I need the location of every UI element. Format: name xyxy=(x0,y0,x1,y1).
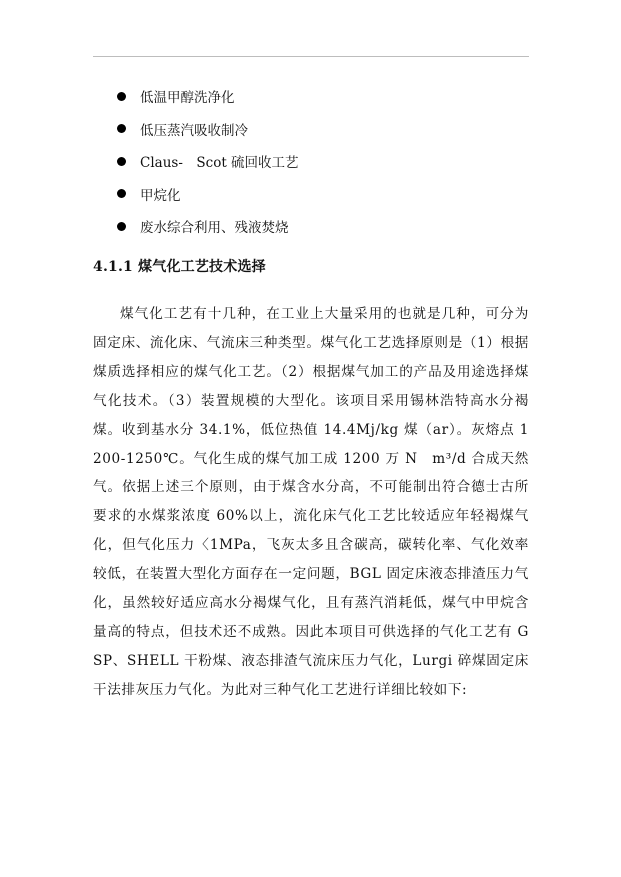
list-item-text: Claus- Scot 硫回收工艺 xyxy=(140,155,299,172)
section-heading: 4.1.1 煤气化工艺技术选择 xyxy=(93,259,266,275)
list-item-text: 废水综合利用、残液焚烧 xyxy=(140,220,289,237)
bullet-dot-icon xyxy=(117,124,126,133)
list-item xyxy=(117,145,299,178)
process-bullet-list xyxy=(117,80,299,243)
bullet-dot-icon xyxy=(117,157,126,166)
list-item-text: 低温甲醇洗净化 xyxy=(140,90,235,107)
body-paragraph: 煤气化工艺有十几种，在工业上大量采用的也就是几种，可分为固定床、流化床、气流床三种类型。煤气化工艺选择原则是（1）根据煤质选择相应的煤气化工艺。（2）根据煤气加工的产品及用途选择煤气化技术。（3）装置规模的大型化。该项目采用锡林浩特高水分褐煤。收到基水分 34.1%，低位热值 14.4Mj/kg 煤（ar）。灰熔点 1200-1250℃。气化生成的煤气加工成 1200 万 N m³/d 合成天然气。依据上述三个原则，由于煤含水分高，不可能制出符合德士古所要求的水煤浆浓度 60%以上，流化床气化工艺比较适应年轻褐煤气化，但气化压力〈1MPa，飞灰太多且含碳高，碳转化率、气化效率较低，在装置大型化方面存在一定问题，BGL 固定床液态排渣压力气化，虽然较好适应高水分褐煤气化，且有蒸汽消耗低，煤气中甲烷含量高的特点，但技术还不成熟。因此本项目可供选择的气化工艺有 GSP、SHELL 干粉煤、液态排渣气流床压力气化，Lurgi 碎煤固定床干法排灰压力气化。为此对三种气化工艺进行详细比较如下: xyxy=(93,306,529,698)
list-item-text: 甲烷化 xyxy=(140,187,181,204)
list-item-text: 低压蒸汽吸收制冷 xyxy=(140,122,248,139)
bullet-dot-icon xyxy=(117,92,126,101)
list-item xyxy=(117,80,299,113)
bullet-dot-icon xyxy=(117,189,126,198)
list-item xyxy=(117,113,299,146)
list-item xyxy=(117,210,299,243)
bullet-dot-icon xyxy=(117,222,126,231)
list-item xyxy=(117,178,299,211)
header-rule xyxy=(93,56,529,57)
